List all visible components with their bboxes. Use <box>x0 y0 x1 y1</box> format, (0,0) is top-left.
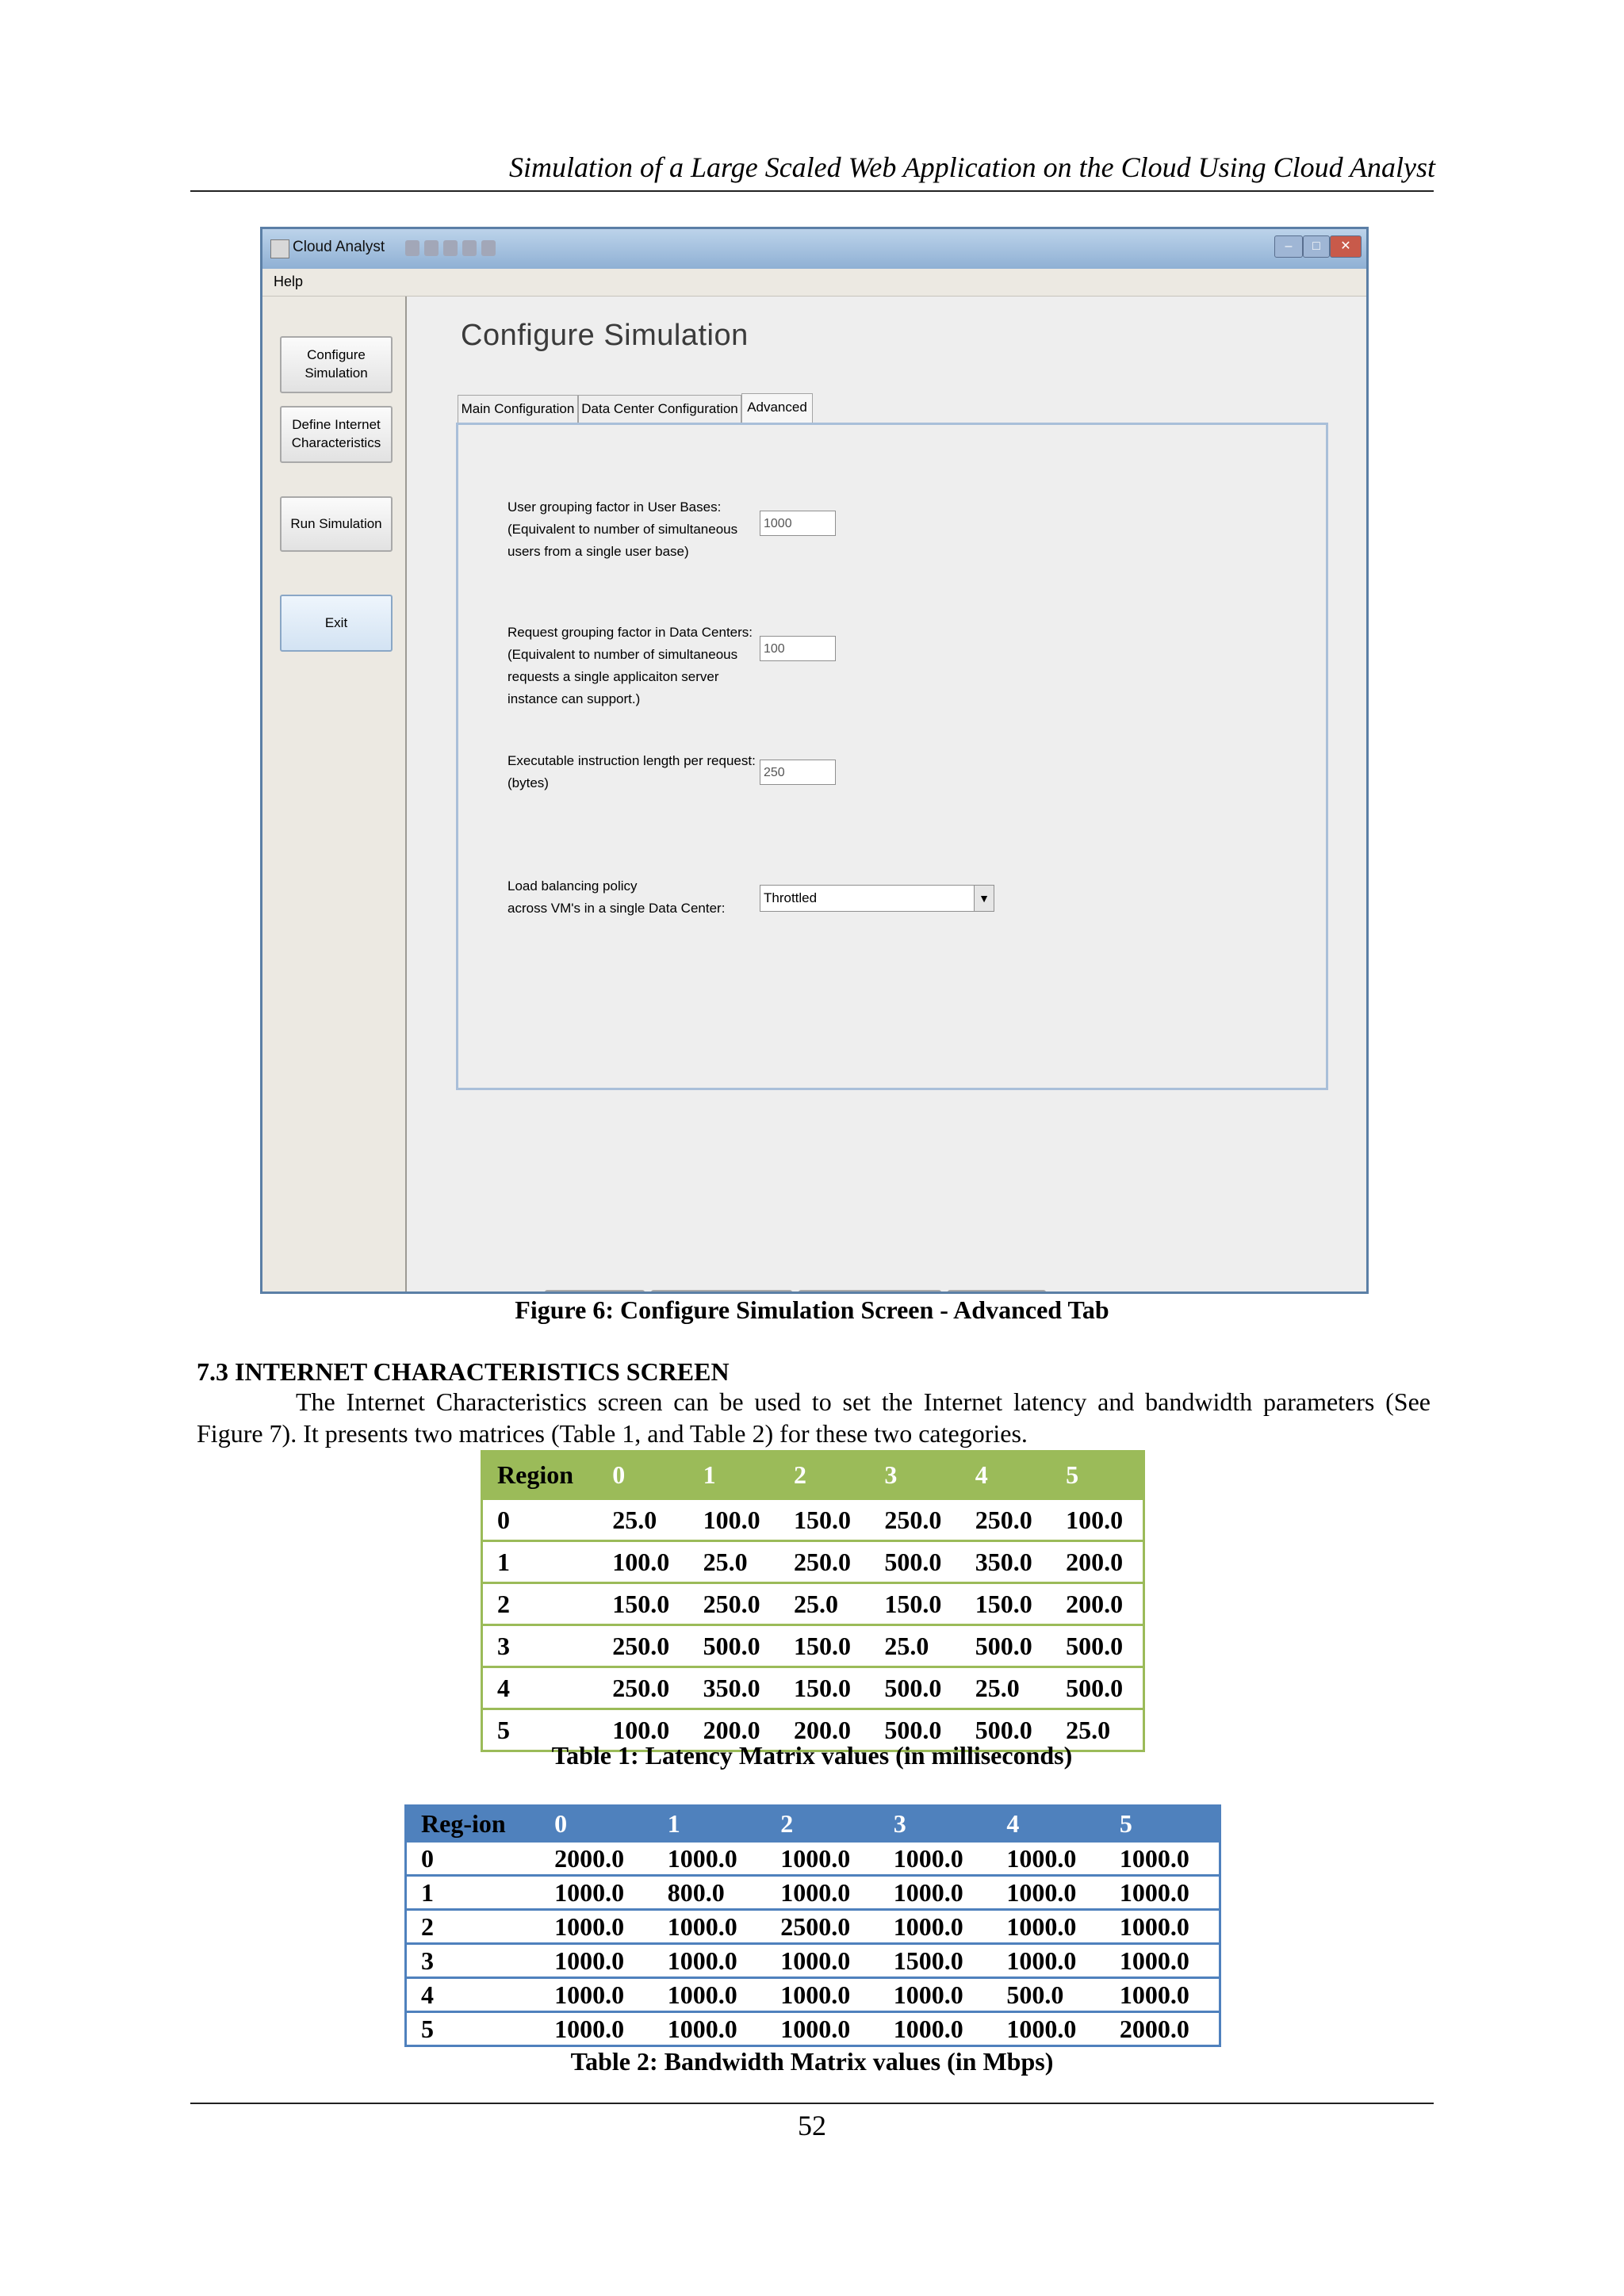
tab-main-configuration[interactable]: Main Configuration <box>458 395 578 423</box>
done-button[interactable] <box>948 1290 1046 1294</box>
table-cell: 250.0 <box>598 1625 688 1667</box>
table-cell: 500.0 <box>870 1541 960 1583</box>
define-label-line2: Characteristics <box>291 435 381 450</box>
close-icon[interactable]: ✕ <box>1330 235 1362 258</box>
tab-data-center-configuration[interactable]: Data Center Configuration <box>578 395 741 423</box>
table-cell: 500.0 <box>870 1667 960 1709</box>
table-row <box>482 1499 1144 1541</box>
table-cell: 500.0 <box>992 1978 1105 2012</box>
table-cell: 4 <box>482 1667 599 1709</box>
table-cell: 1000.0 <box>653 1910 767 1944</box>
quick-access-icon <box>443 240 458 256</box>
table-cell: 1500.0 <box>879 1944 993 1978</box>
header-cell: 3 <box>870 1452 960 1499</box>
run-simulation-button[interactable] <box>280 496 393 552</box>
table-cell: 1000.0 <box>653 1842 767 1876</box>
table-cell: 25.0 <box>598 1499 688 1541</box>
table-cell: 100.0 <box>598 1709 688 1751</box>
table-cell: 500.0 <box>1051 1667 1143 1709</box>
table-cell: 1000.0 <box>766 1876 879 1910</box>
sidebar <box>262 297 407 1292</box>
chevron-down-icon[interactable]: ▼ <box>974 886 994 911</box>
section-heading: 7.3 INTERNET CHARACTERISTICS SCREEN <box>197 1357 730 1386</box>
header-cell: 2 <box>766 1806 879 1842</box>
screenshot-window <box>260 227 1369 1294</box>
table-cell: 150.0 <box>779 1499 870 1541</box>
menu-help[interactable]: Help <box>274 274 304 289</box>
load-balancing-label: Load balancing policy across VM's in a single Data Center: <box>508 878 726 916</box>
table-cell: 250.0 <box>689 1583 779 1625</box>
bandwidth-table <box>404 1804 1221 2047</box>
table-row <box>406 1978 1220 2012</box>
header-cell: 4 <box>992 1806 1105 1842</box>
table-row <box>406 1842 1220 1876</box>
table-cell: 1000.0 <box>879 1978 993 2012</box>
table-cell: 500.0 <box>961 1625 1051 1667</box>
table-cell: 1000.0 <box>766 1842 879 1876</box>
header-rule <box>190 190 1434 192</box>
table-cell: 1000.0 <box>879 1910 993 1944</box>
table-cell: 150.0 <box>961 1583 1051 1625</box>
table-cell: 5 <box>406 2012 541 2046</box>
request-grouping-label: Request grouping factor in Data Centers: (Equivalent to number of simultaneous requests a single applicaiton server instance can support.) <box>508 625 753 706</box>
request-grouping-input[interactable]: 100 <box>760 636 836 661</box>
table-cell: 1000.0 <box>766 1944 879 1978</box>
title-bar <box>262 229 1366 270</box>
configure-simulation-button[interactable] <box>280 336 393 393</box>
table-cell: 25.0 <box>961 1667 1051 1709</box>
table-row <box>482 1667 1144 1709</box>
load-balancing-value: Throttled <box>764 890 818 905</box>
table-cell: 0 <box>482 1499 599 1541</box>
table-cell: 1000.0 <box>879 1876 993 1910</box>
table-cell: 1 <box>482 1541 599 1583</box>
table-cell: 3 <box>482 1625 599 1667</box>
table-cell: 2000.0 <box>540 1842 653 1876</box>
quick-access-icon <box>424 240 439 256</box>
menu-bar <box>262 269 1366 297</box>
header-cell: 1 <box>689 1452 779 1499</box>
table-cell: 500.0 <box>1051 1625 1143 1667</box>
table-cell: 2 <box>406 1910 541 1944</box>
table-cell: 1000.0 <box>1105 1876 1220 1910</box>
table-cell: 1000.0 <box>766 2012 879 2046</box>
page-title: Configure Simulation <box>461 319 749 352</box>
quick-access-icon <box>462 240 477 256</box>
header-cell: 3 <box>879 1806 993 1842</box>
maximize-icon[interactable]: □ <box>1303 235 1330 258</box>
table-row <box>482 1541 1144 1583</box>
configure-label-line2: Simulation <box>304 365 368 381</box>
table-cell: 1000.0 <box>1105 1944 1220 1978</box>
header-cell: 1 <box>653 1806 767 1842</box>
table-cell: 5 <box>482 1709 599 1751</box>
save-configuration-button[interactable] <box>799 1290 941 1294</box>
table-cell: 1000.0 <box>540 1876 653 1910</box>
table-cell: 25.0 <box>1051 1709 1143 1751</box>
running-header: Simulation of a Large Scaled Web Application on the Cloud Using Cloud Analyst <box>509 151 1435 183</box>
table-cell: 3 <box>406 1944 541 1978</box>
table-cell: 1 <box>406 1876 541 1910</box>
header-cell: 5 <box>1051 1452 1143 1499</box>
table-cell: 250.0 <box>961 1499 1051 1541</box>
table2-caption: Table 2: Bandwidth Matrix values (in Mbps) <box>570 2047 1054 2076</box>
table-header-row <box>482 1452 1144 1499</box>
table-cell: 25.0 <box>779 1583 870 1625</box>
table-cell: 500.0 <box>870 1709 960 1751</box>
table-cell: 500.0 <box>961 1709 1051 1751</box>
table-cell: 100.0 <box>689 1499 779 1541</box>
define-label-line1: Define Internet <box>292 417 381 433</box>
table-cell: 200.0 <box>1051 1541 1143 1583</box>
table-cell: 150.0 <box>870 1583 960 1625</box>
run-label: Run Simulation <box>290 515 382 531</box>
app-icon <box>270 239 289 258</box>
window-title: Cloud Analyst <box>293 239 385 255</box>
table-cell: 1000.0 <box>766 1978 879 2012</box>
minimize-icon[interactable]: – <box>1274 235 1303 258</box>
exit-button[interactable] <box>280 595 393 652</box>
table-cell: 4 <box>406 1978 541 2012</box>
table-row <box>482 1583 1144 1625</box>
table-cell: 250.0 <box>870 1499 960 1541</box>
footer-rule <box>190 2103 1434 2104</box>
table-row <box>482 1625 1144 1667</box>
table-cell: 100.0 <box>598 1541 688 1583</box>
latency-table-body <box>482 1499 1144 1751</box>
bandwidth-table-body <box>406 1842 1220 2046</box>
table-cell: 2000.0 <box>1105 2012 1220 2046</box>
cancel-button[interactable] <box>545 1290 645 1294</box>
user-grouping-label: User grouping factor in User Bases: (Equivalent to number of simultaneous users from a single user base) <box>508 499 738 559</box>
table-row <box>406 1876 1220 1910</box>
table-cell: 250.0 <box>598 1667 688 1709</box>
load-balancing-select[interactable] <box>760 885 994 912</box>
table-cell: 1000.0 <box>653 1978 767 2012</box>
table-cell: 1000.0 <box>540 1944 653 1978</box>
header-cell: 5 <box>1105 1806 1220 1842</box>
table-cell: 500.0 <box>689 1625 779 1667</box>
header-cell: 0 <box>598 1452 688 1499</box>
table-cell: 1000.0 <box>540 2012 653 2046</box>
table-cell: 1000.0 <box>992 2012 1105 2046</box>
paragraph-text: The Internet Characteristics screen can be used to set the Internet latency and bandwidth parameters (See Figure 7). It presents two matrices (Table 1, and Table 2) for these two categories. <box>197 1387 1431 1448</box>
table1-caption: Table 1: Latency Matrix values (in milliseconds) <box>551 1741 1073 1770</box>
table-cell: 25.0 <box>870 1625 960 1667</box>
header-cell: Reg-ion <box>406 1806 541 1842</box>
table-header-row <box>406 1806 1220 1842</box>
table-cell: 0 <box>406 1842 541 1876</box>
table-cell: 25.0 <box>689 1541 779 1583</box>
table-cell: 150.0 <box>779 1625 870 1667</box>
main-area <box>407 297 1366 1292</box>
table-cell: 200.0 <box>779 1709 870 1751</box>
table-cell: 2500.0 <box>766 1910 879 1944</box>
quick-access-icon <box>481 240 496 256</box>
table-cell: 1000.0 <box>1105 1978 1220 2012</box>
table-cell: 350.0 <box>961 1541 1051 1583</box>
table-cell: 200.0 <box>689 1709 779 1751</box>
instruction-length-label: Executable instruction length per request: (bytes) <box>508 753 756 790</box>
table-cell: 1000.0 <box>540 1910 653 1944</box>
table-row <box>406 1910 1220 1944</box>
figure-caption: Figure 6: Configure Simulation Screen - Advanced Tab <box>515 1295 1109 1324</box>
page-number: 52 <box>798 2110 826 2141</box>
tab-advanced[interactable]: Advanced <box>741 393 813 423</box>
table-cell: 350.0 <box>689 1667 779 1709</box>
table-cell: 200.0 <box>1051 1583 1143 1625</box>
latency-table <box>481 1450 1145 1752</box>
header-cell: 4 <box>961 1452 1051 1499</box>
quick-access-icon <box>405 240 419 256</box>
table-cell: 1000.0 <box>1105 1910 1220 1944</box>
table-cell: 1000.0 <box>879 1842 993 1876</box>
table-cell: 1000.0 <box>992 1876 1105 1910</box>
table-cell: 250.0 <box>779 1541 870 1583</box>
table-cell: 1000.0 <box>992 1944 1105 1978</box>
instruction-length-input[interactable]: 250 <box>760 760 836 785</box>
define-internet-characteristics-button[interactable] <box>280 406 393 463</box>
section-paragraph <box>197 1386 1431 1449</box>
table-cell: 1000.0 <box>653 1944 767 1978</box>
table-row <box>406 1944 1220 1978</box>
table-cell: 1000.0 <box>992 1842 1105 1876</box>
load-configuration-button[interactable] <box>651 1290 792 1294</box>
configure-label-line1: Configure <box>307 347 366 363</box>
table-cell: 1000.0 <box>653 2012 767 2046</box>
advanced-panel <box>456 423 1328 1090</box>
table-cell: 100.0 <box>1051 1499 1143 1541</box>
exit-label: Exit <box>324 614 348 630</box>
table-cell: 1000.0 <box>1105 1842 1220 1876</box>
header-cell: 2 <box>779 1452 870 1499</box>
header-cell: 0 <box>540 1806 653 1842</box>
user-grouping-input[interactable]: 1000 <box>760 511 836 536</box>
table-cell: 1000.0 <box>540 1978 653 2012</box>
table-cell: 2 <box>482 1583 599 1625</box>
table-cell: 150.0 <box>598 1583 688 1625</box>
header-cell: Region <box>482 1452 599 1499</box>
table-row <box>406 2012 1220 2046</box>
table-cell: 800.0 <box>653 1876 767 1910</box>
table-cell: 1000.0 <box>879 2012 993 2046</box>
table-cell: 1000.0 <box>992 1910 1105 1944</box>
table-cell: 150.0 <box>779 1667 870 1709</box>
